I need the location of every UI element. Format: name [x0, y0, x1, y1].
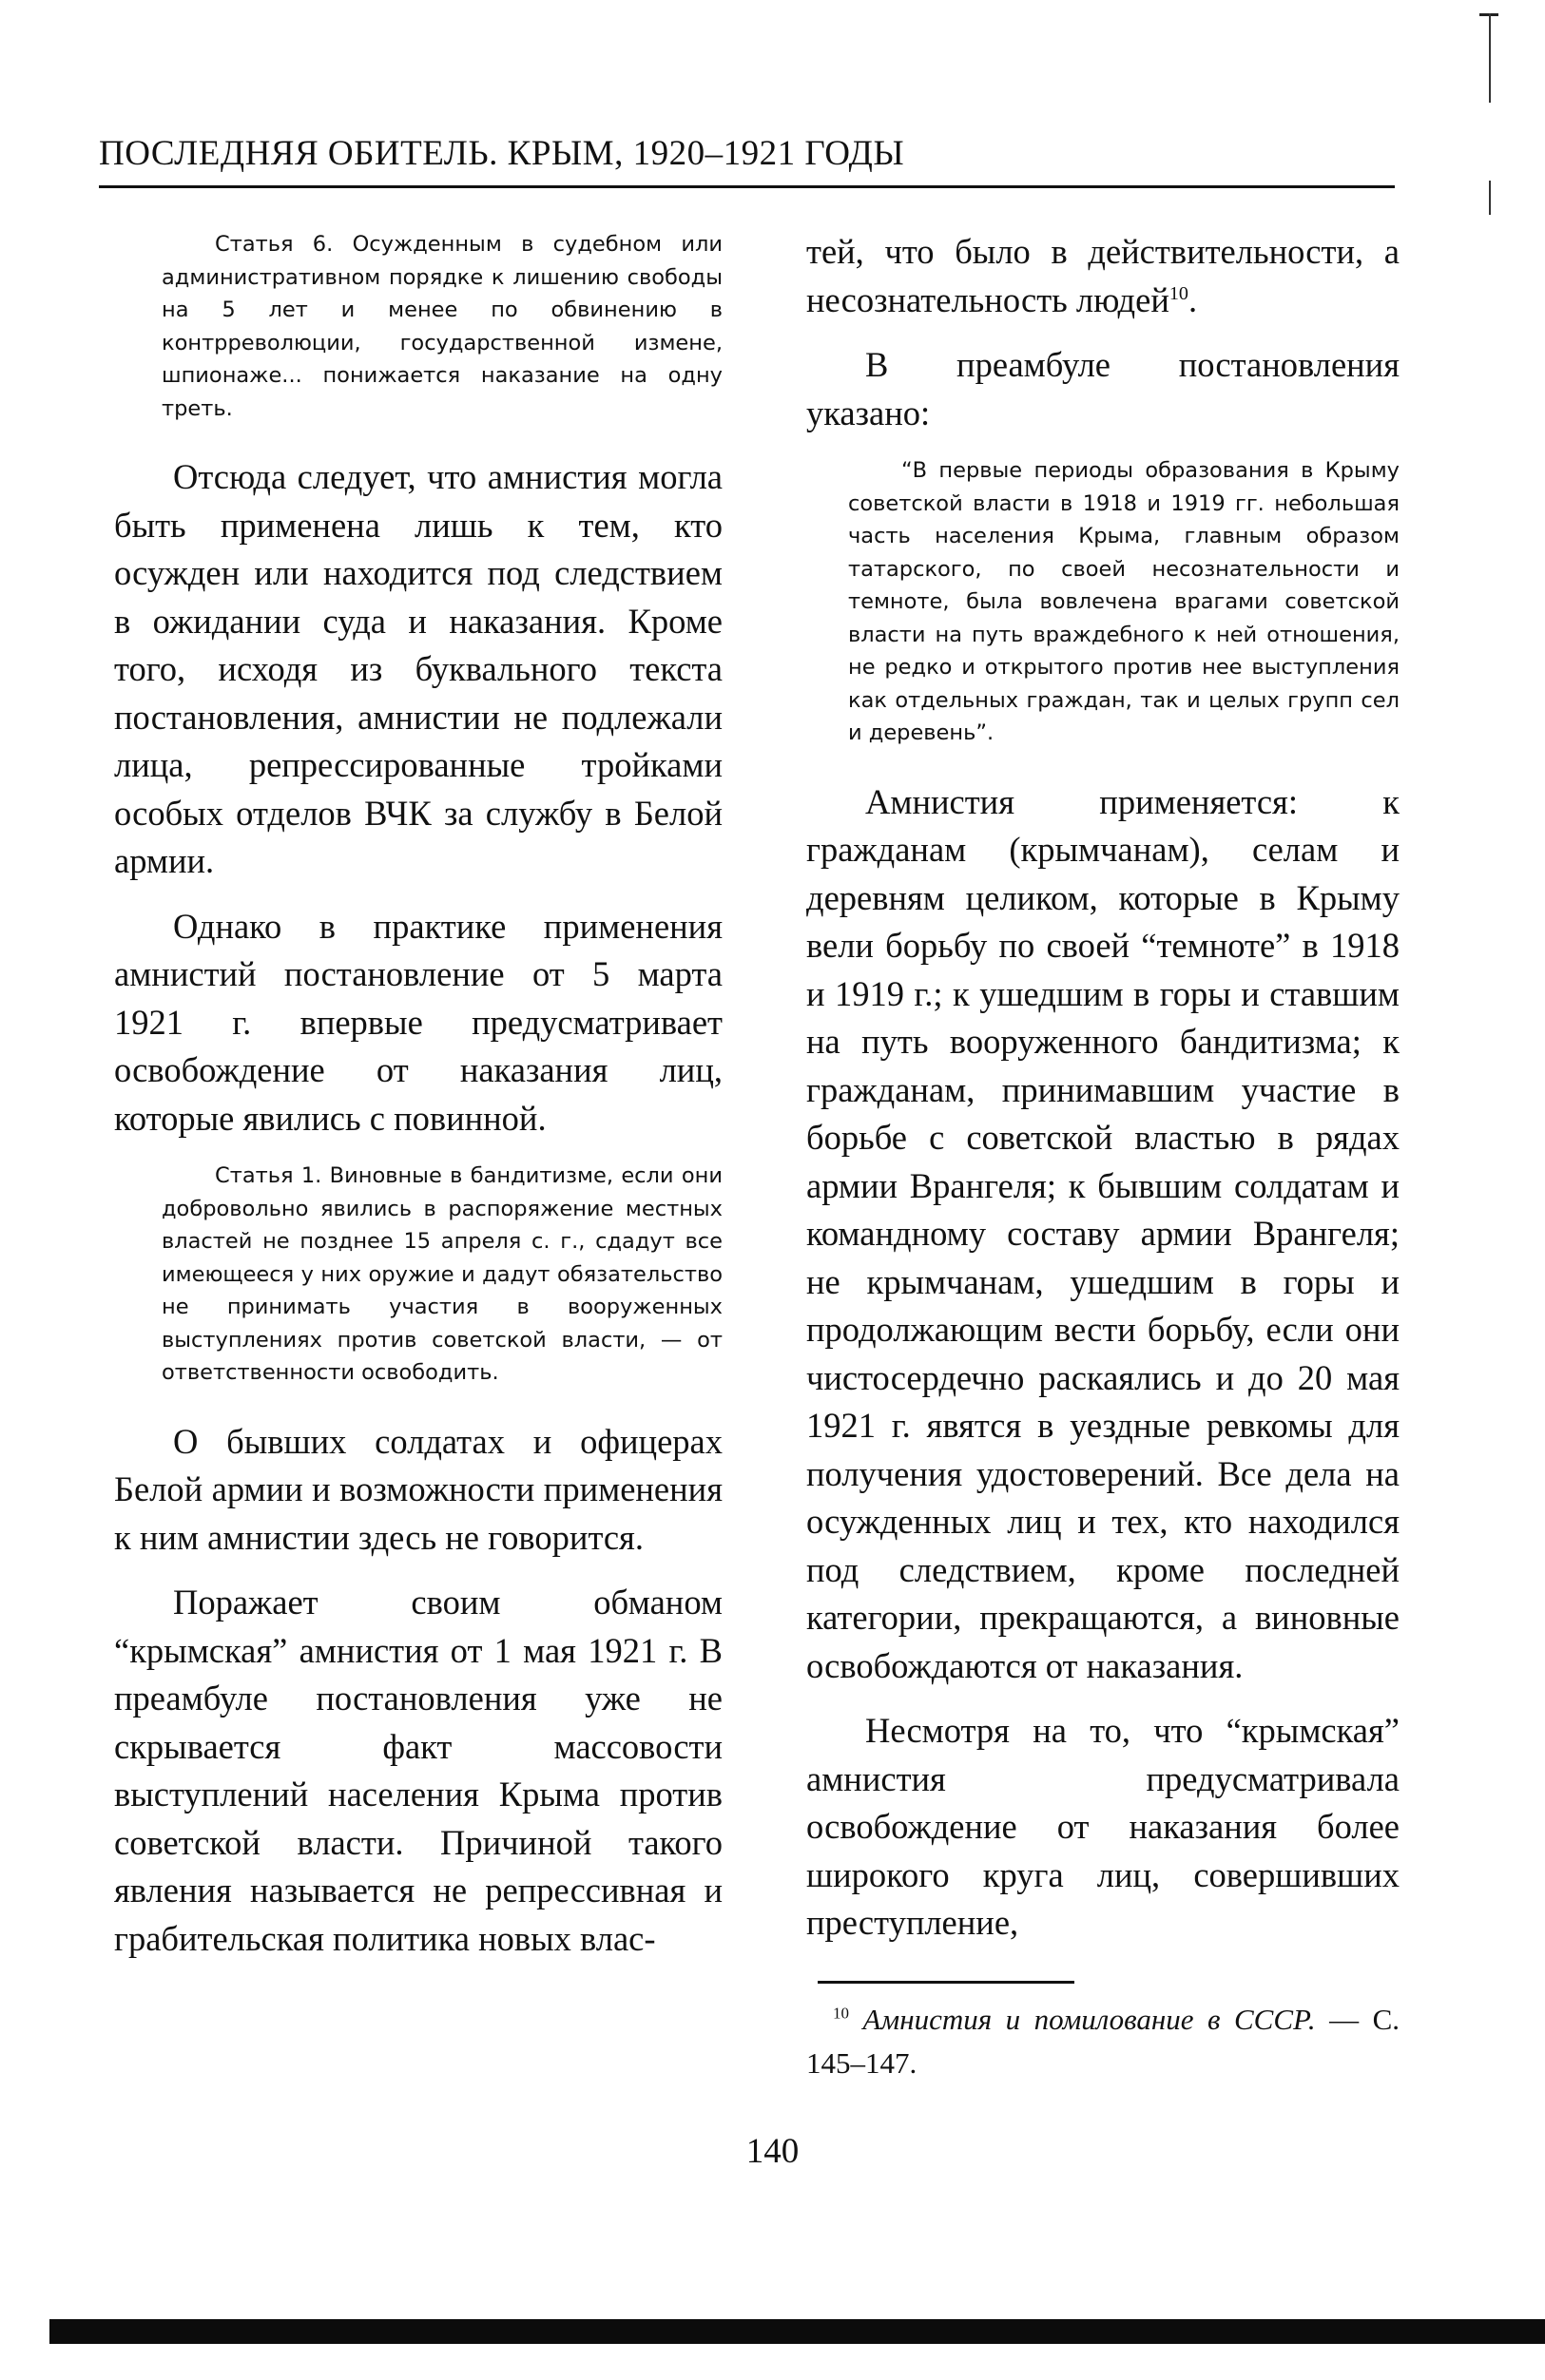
paragraph: Отсюда следует, что амнистия могла быть применена лишь к тем, кто осужден или находится под следствием в ожидании суда и наказания. Кроме того, исходя из буквального текста постановления, амнистии не подлежали лица, репрессированные тройками особых отделов ВЧК за службу в Белой армии.: [114, 457, 723, 880]
running-header: ПОСЛЕДНЯЯ ОБИТЕЛЬ. КРЫМ, 1920–1921 ГОДЫ: [99, 134, 905, 173]
paragraph-punctuation: .: [1188, 279, 1198, 319]
page-edge-line: [1489, 13, 1491, 103]
paragraph: Амнистия применяется: к гражданам (крымчанам), селам и деревням целиком, которые в Крыму вели борьбу по своей “темноте” в 1918 и 1919 г.; к ушедшим в горы и ставшим на путь вооруженного бандитизма; к гражданам, принимавшим участие в борьбе с советской властью в рядах армии Врангеля; к бывшим солдатам и командному составу армии Врангеля; не крымчанам, ушедшим в горы и продолжающим вести борьбу, если они чистосердечно раскаялись и до 20 мая 1921 г. явятся в уездные ревкомы для получения удостоверений. Все дела на осужденных лиц и тех, кто находился под следствием, кроме последней категории, прекращаются, а виновные освобождаются от наказания.: [806, 781, 1400, 1685]
footnote-reference: 10: [1168, 282, 1188, 304]
footnote-source-pages: — С. 145–147.: [806, 2003, 1400, 2080]
footnote-rule: [818, 1981, 1074, 1984]
paragraph-text: тей, что было в действительности, а несознательность людей: [806, 232, 1400, 319]
page-number: 140: [745, 2132, 800, 2171]
paragraph: О бывших солдатах и офицерах Белой армии и возможности применения к ним амнистии здесь не говорится.: [114, 1421, 723, 1557]
page-edge-line: [1489, 181, 1491, 215]
quote-article-6: Статья 6. Осужденным в судебном или административном порядке к лишению свободы на 5 лет и менее по обвинению в контрреволюции, государственной измене, шпионаже... понижается наказание на одну треть.: [162, 232, 723, 421]
footnote-source-title: Амнистия и помилование в СССР.: [862, 2003, 1316, 2036]
paragraph: Однако в практике применения амнистий постановление от 5 марта 1921 г. впервые предусматривает освобождение от наказания лиц, которые явились с повинной.: [114, 906, 723, 1138]
quote-article-1: Статья 1. Виновные в бандитизме, если они добровольно явились в распоряжение местных властей не позднее 15 апреля с. г., сдадут все имеющееся у них оружие и дадут обязательство не принимать участия в вооруженных выступлениях против советской власти, — от ответственности освободить.: [162, 1163, 723, 1385]
paragraph: В преамбуле постановления указано:: [806, 345, 1400, 432]
scan-edge-bar: [49, 2319, 1545, 2344]
left-column: [114, 228, 723, 1980]
quote-preamble: “В первые периоды образования в Крыму советской власти в 1918 и 1919 гг. небольшая часть населения Крыма, главным образом татарского, по своей несознательности и темноте, была вовлечена врагами советской власти на путь враждебного к ней отношения, не редко и открытого против нее выступления как отдельных граждан, так и целых групп сел и деревень”.: [848, 458, 1400, 745]
footnote: [806, 1998, 1400, 2085]
paragraph-continuation: [806, 228, 1400, 324]
paragraph: Несмотря на то, что “крымская” амнистия предусматривала освобождение от наказания более широкого круга лиц, совершивших преступление,: [806, 1711, 1400, 1942]
paragraph: Поражает своим обманом “крымская” амнистия от 1 мая 1921 г. В преамбуле постановления уже не скрывается факт массовости выступлений населения Крыма против советской власти. Причиной такого явления называется не репрессивная и грабительская политика новых влас-: [114, 1583, 723, 1958]
right-column: [806, 228, 1400, 1965]
footnote-number: 10: [833, 2004, 849, 2023]
header-rule: [99, 185, 1395, 188]
